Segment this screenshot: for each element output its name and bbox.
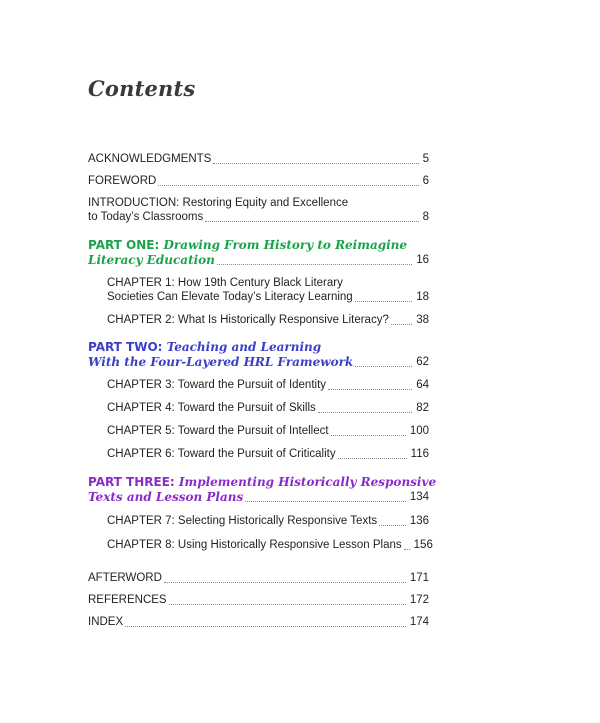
toc-entry-references[interactable] (88, 593, 429, 608)
toc-label: CHAPTER 6: Toward the Pursuit of Criticality (107, 448, 336, 460)
leader-dots (391, 324, 412, 325)
toc-part-three[interactable] (88, 490, 429, 505)
toc-label: CHAPTER 8: Using Historically Responsive Lesson Plans (107, 539, 402, 551)
leader-dots (379, 525, 406, 526)
toc-page-number: 18 (416, 291, 429, 303)
leader-dots (169, 604, 406, 605)
part-title: Implementing Historically Responsive (178, 475, 437, 489)
toc-page-number: 174 (409, 616, 429, 628)
toc-label: CHAPTER 3: Toward the Pursuit of Identity (107, 379, 327, 391)
leader-dots (125, 626, 406, 627)
toc-entry-chapter-7[interactable] (107, 514, 429, 529)
toc-entry-chapter-2[interactable] (107, 313, 429, 328)
part-prefix: PART ONE: (88, 238, 160, 252)
toc-entry-chapter-8[interactable] (107, 538, 433, 553)
leader-dots (213, 163, 418, 164)
toc-page-number: 6 (422, 175, 429, 187)
part-prefix: PART THREE: (88, 475, 175, 489)
toc-label: CHAPTER 5: Toward the Pursuit of Intellect (107, 425, 329, 437)
toc-label: Societies Can Elevate Today’s Literacy Learning (107, 291, 353, 303)
toc-page-number: 134 (409, 491, 429, 503)
toc-part-one[interactable] (88, 253, 429, 268)
leader-dots (331, 435, 406, 436)
toc-part-two-line1[interactable] (88, 340, 321, 355)
page-title: Contents (88, 76, 196, 101)
toc-page-number: 156 (413, 539, 433, 551)
leader-dots (158, 185, 418, 186)
part-title: Literacy Education (88, 253, 215, 267)
toc-label: to Today’s Classrooms (88, 211, 204, 223)
leader-dots (318, 412, 412, 413)
toc-entry-index[interactable] (88, 615, 429, 630)
toc-page-number: 100 (409, 425, 429, 437)
toc-label: FOREWORD (88, 175, 157, 187)
toc-label: CHAPTER 4: Toward the Pursuit of Skills (107, 402, 316, 414)
toc-entry-introduction-line1[interactable]: INTRODUCTION: Restoring Equity and Excellence (88, 197, 349, 209)
toc-page-number: 171 (409, 572, 429, 584)
leader-dots (328, 389, 412, 390)
toc-part-two[interactable] (88, 355, 429, 370)
toc-page-number: 64 (416, 379, 429, 391)
leader-dots (338, 458, 407, 459)
toc-page-number: 5 (422, 153, 429, 165)
toc-entry-chapter-5[interactable] (107, 424, 429, 439)
toc-page-number: 8 (422, 211, 429, 223)
part-title: Texts and Lesson Plans (88, 490, 244, 504)
toc-entry-chapter-1-line1[interactable]: CHAPTER 1: How 19th Century Black Literary (107, 277, 343, 289)
toc-entry-chapter-1[interactable] (107, 290, 429, 305)
leader-dots (205, 221, 418, 222)
toc-label: AFTERWORD (88, 572, 162, 584)
leader-dots (355, 366, 412, 367)
toc-entry-afterword[interactable] (88, 571, 429, 586)
toc-entry-chapter-4[interactable] (107, 401, 429, 416)
toc-part-three-line1[interactable] (88, 475, 436, 490)
toc-label: ACKNOWLEDGMENTS (88, 153, 212, 165)
toc-entry-chapter-6[interactable] (107, 447, 429, 462)
part-title: Drawing From History to Reimagine (163, 238, 408, 252)
part-title: Teaching and Learning (166, 340, 322, 354)
leader-dots (217, 264, 412, 265)
toc-page-number: 82 (416, 402, 429, 414)
leader-dots (164, 582, 406, 583)
toc-label: INDEX (88, 616, 124, 628)
toc-page-number: 172 (409, 594, 429, 606)
leader-dots (245, 501, 406, 502)
toc-label: CHAPTER 7: Selecting Historically Responsive Texts (107, 515, 378, 527)
toc-page-number: 116 (410, 448, 429, 460)
toc-part-one-line1[interactable] (88, 238, 407, 253)
toc-label: CHAPTER 2: What Is Historically Responsive Literacy? (107, 314, 389, 326)
leader-dots (404, 549, 410, 550)
part-prefix: PART TWO: (88, 340, 163, 354)
toc-page-number: 16 (416, 254, 429, 266)
leader-dots (355, 301, 413, 302)
part-title: With the Four-Layered HRL Framework (88, 355, 354, 369)
toc-entry-acknowledgments[interactable] (88, 152, 429, 167)
toc-label: REFERENCES (88, 594, 167, 606)
toc-page-number: 136 (409, 515, 429, 527)
toc-entry-chapter-3[interactable] (107, 378, 429, 393)
toc-page-number: 38 (416, 314, 429, 326)
toc-entry-foreword[interactable] (88, 174, 429, 189)
toc-page-number: 62 (416, 356, 429, 368)
toc-entry-introduction[interactable] (88, 210, 429, 225)
